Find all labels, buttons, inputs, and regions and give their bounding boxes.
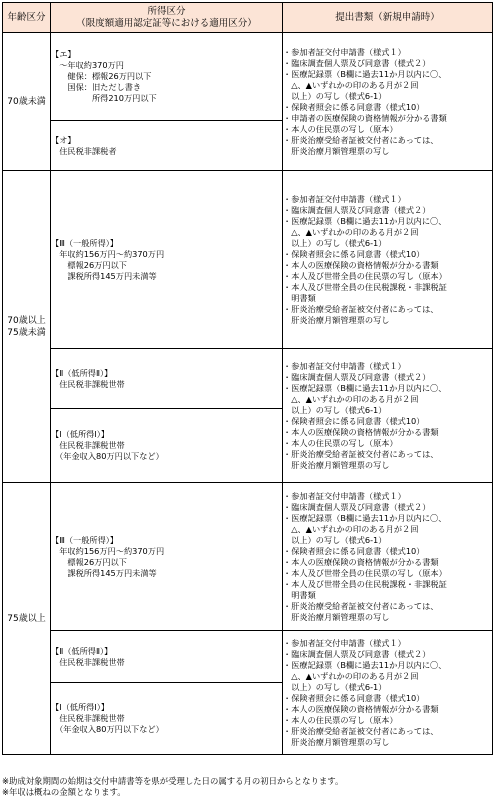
docs-cell: ・参加者証交付申請書（様式１） ・臨床調査個人票及び同意書（様式２） ・医療記録票（B欄に過去11か月以内に〇、 △、▲いずれかの印のある月が２回 以上）の写し（様式6-1） ・保険者照会に係る同意書（様式10） ・本人の医療保険の資格情報が分かる書類 ・本人及び世帯全員の住民票の写し（原本） ・本人及び世帯全員の住民税課税・非課税証 明書類 ・肝炎治療受給者証被交付者にあっては、 肝炎治療月額管理票の写し xyxy=(283,483,493,631)
income-cell: 【Ⅲ（一般所得）】 年収約156万円～約370万円 標報26万円以下 課税所得145万円未満等 xyxy=(51,483,283,631)
header-age: 年齢区分 xyxy=(3,3,51,33)
header-income: 所得区分 （限度額適用認定証等における適用区分） xyxy=(51,3,283,33)
age-cell-under-70: 70歳未満 xyxy=(3,33,51,171)
income-cell: 【Ⅰ（低所得Ⅰ）】 住民税非課税世帯 （年金収入80万円以下など） xyxy=(51,683,283,755)
income-cell: 【オ】 住民税非課税者 xyxy=(51,121,283,171)
application-documents-table xyxy=(2,2,493,755)
income-cell: 【Ⅱ（低所得Ⅱ）】 住民税非課税世帯 xyxy=(51,349,283,409)
docs-cell: ・参加者証交付申請書（様式１） ・臨床調査個人票及び同意書（様式２） ・医療記録票（B欄に過去11か月以内に〇、 △、▲いずれかの印のある月が２回 以上）の写し（様式6-1） ・保険者照会に係る同意書（様式10） ・本人の医療保険の資格情報が分かる書類 ・本人の住民票の写し（原本） ・肝炎治療受給者証被交付者にあっては、 肝炎治療月額管理票の写し xyxy=(283,631,493,755)
footnote: ※助成対象期間の始期は交付申請書等を県が受理した日の属する月の初日からとなります。 xyxy=(2,776,344,786)
income-cell: 【エ】 ～年収約370万円 健保：標報26万円以下 国保：旧ただし書き 所得210万円以下 xyxy=(51,33,283,121)
footnotes xyxy=(2,776,492,798)
docs-cell: ・参加者証交付申請書（様式１） ・臨床調査個人票及び同意書（様式２） ・医療記録票（B欄に過去11か月以内に〇、 △、▲いずれかの印のある月が２回 以上）の写し（様式6-1） ・保険者照会に係る同意書（様式10） ・本人の医療保険の資格情報が分かる書類 ・本人の住民票の写し（原本） ・肝炎治療受給者証被交付者にあっては、 肝炎治療月額管理票の写し xyxy=(283,349,493,483)
income-cell: 【Ⅲ（一般所得）】 年収約156万円～約370万円 標報26万円以下 課税所得145万円未満等 xyxy=(51,171,283,349)
age-cell-75-plus: 75歳以上 xyxy=(3,483,51,755)
docs-cell: ・参加者証交付申請書（様式１） ・臨床調査個人票及び同意書（様式２） ・医療記録票（B欄に過去11か月以内に〇、 △、▲いずれかの印のある月が２回 以上）の写し（様式6-1） ・保険者照会に係る同意書（様式10） ・申請者の医療保険の資格情報が分かる書類 ・本人の住民票の写し（原本） ・肝炎治療受給者証被交付者にあっては、 肝炎治療月額管理票の写し xyxy=(283,33,493,171)
footnote: ※年収は概ねの金額となります。 xyxy=(2,787,126,797)
income-cell: 【Ⅱ（低所得Ⅱ）】 住民税非課税世帯 xyxy=(51,631,283,683)
age-cell-70-to-75: 70歳以上 75歳未満 xyxy=(3,171,51,483)
income-cell: 【Ⅰ（低所得Ⅰ）】 住民税非課税世帯 （年金収入80万円以下など） xyxy=(51,409,283,483)
docs-cell: ・参加者証交付申請書（様式１） ・臨床調査個人票及び同意書（様式２） ・医療記録票（B欄に過去11か月以内に〇、 △、▲いずれかの印のある月が２回 以上）の写し（様式6-1） ・保険者照会に係る同意書（様式10） ・本人の医療保険の資格情報が分かる書類 ・本人及び世帯全員の住民票の写し（原本） ・本人及び世帯全員の住民税課税・非課税証 明書類 ・肝炎治療受給者証被交付者にあっては、 肝炎治療月額管理票の写し xyxy=(283,171,493,349)
header-docs: 提出書類（新規申請時） xyxy=(283,3,493,33)
